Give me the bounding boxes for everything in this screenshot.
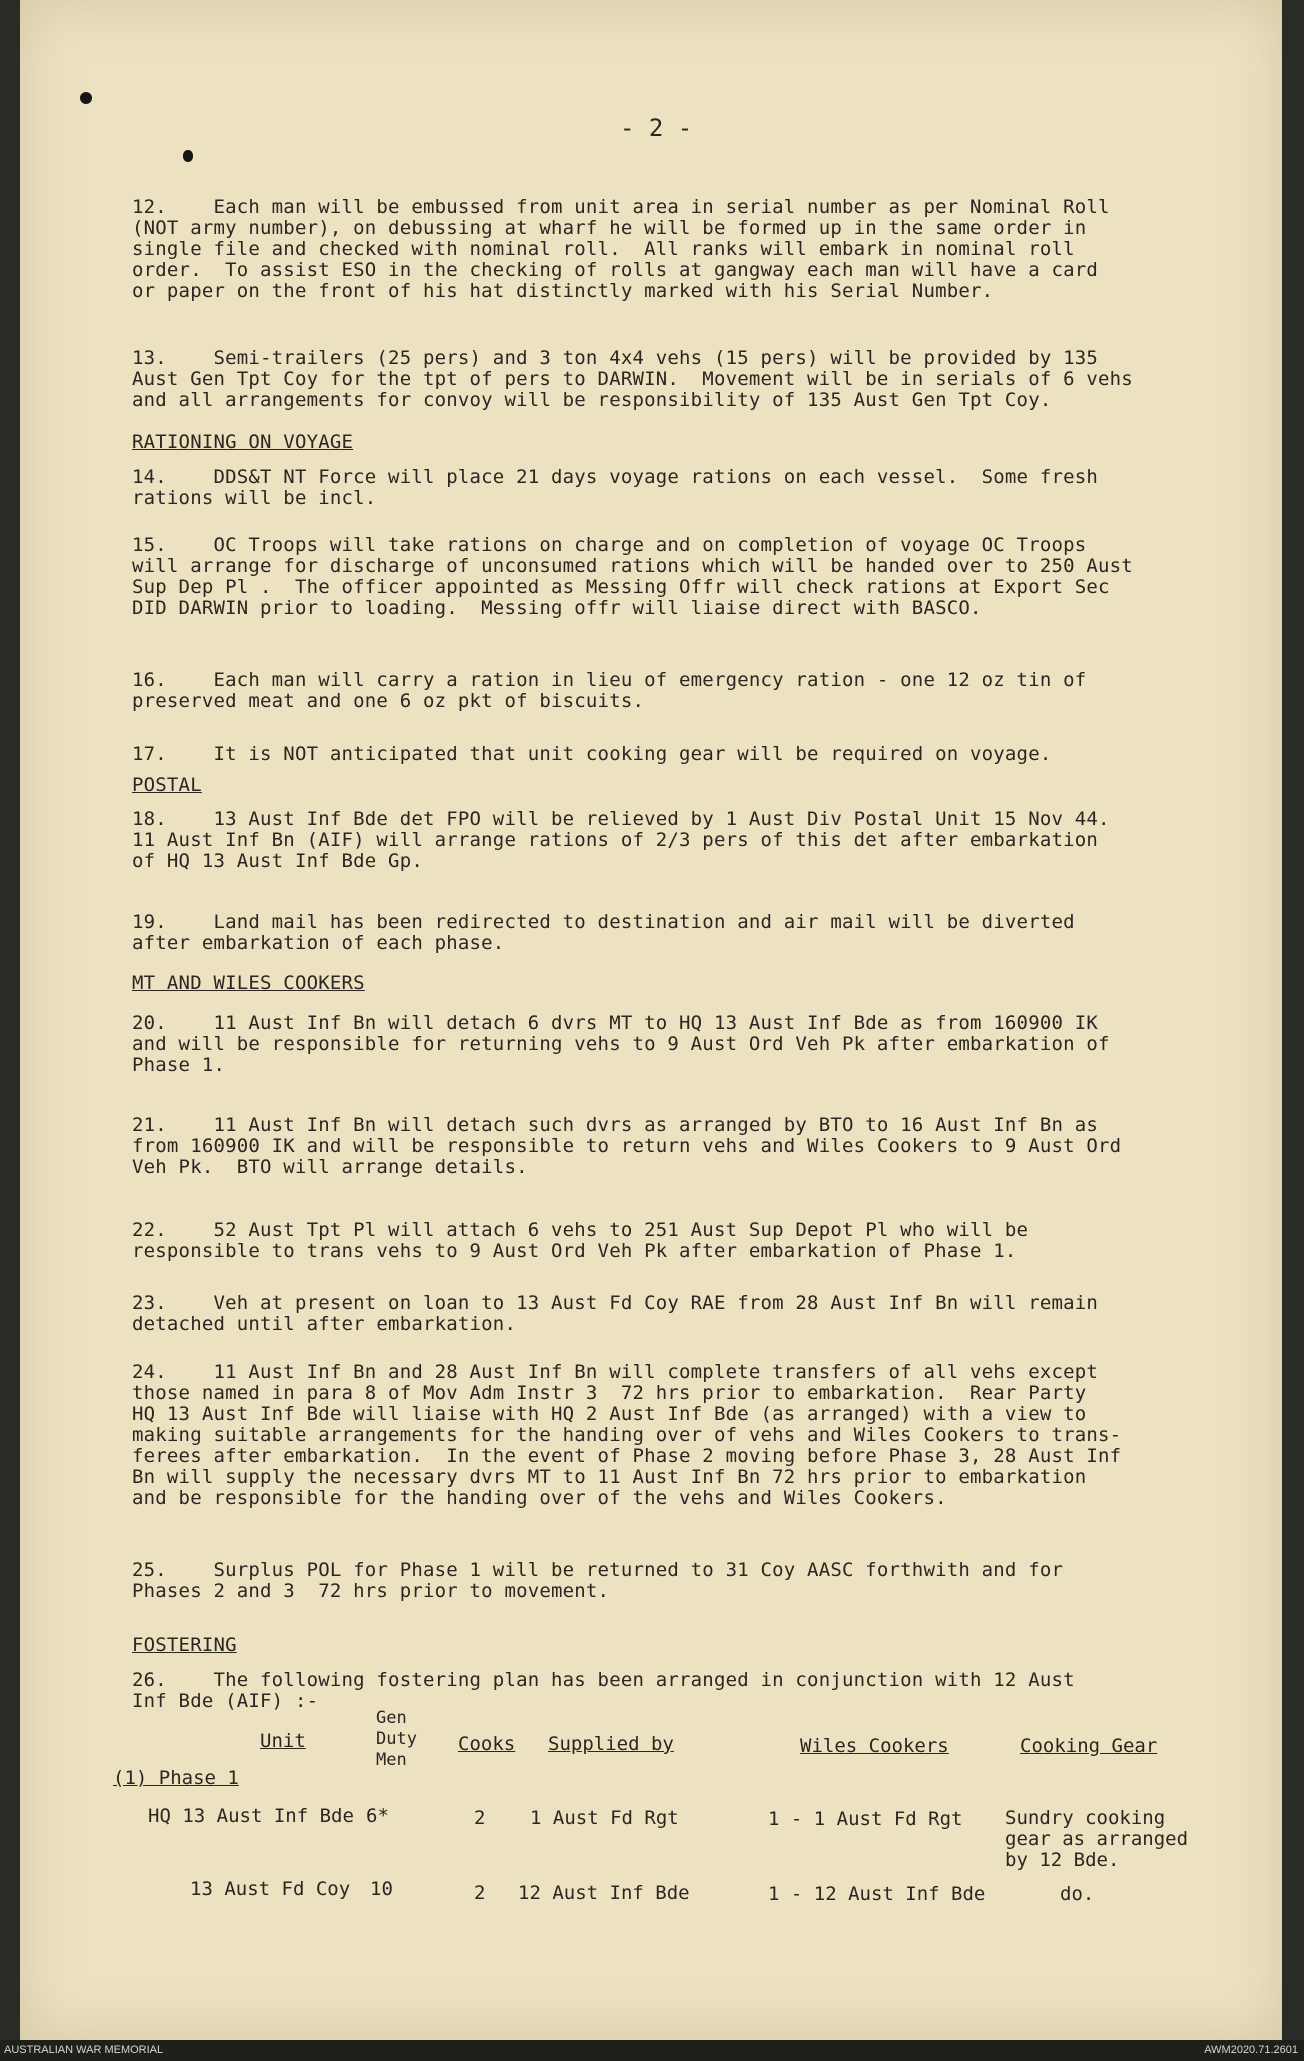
cell-cooking-gear: Sundry cooking gear as arranged by 12 Bde. [1005, 1807, 1189, 1871]
cell-men: 10 [370, 1878, 393, 1900]
column-header-cooking-gear: Cooking Gear [1020, 1735, 1158, 1757]
paragraph-15: 15. OC Troops will take rations on charge and on completion of voyage OC Troops will arrange for discharge of unconsumed rations which will be handed over to 250 Aust Sup Dep Pl . The officer appointed as Messing Offr will check rations at Export Sec DID DARWIN prior to loading. Messing offr will liaise direct with BASCO. [132, 534, 1133, 619]
heading-fostering: FOSTERING [132, 1634, 237, 1656]
paragraph-23: 23. Veh at present on loan to 13 Aust Fd Coy RAE from 28 Aust Inf Bn will remain detached until after embarkation. [132, 1292, 1099, 1335]
paragraph-18: 18. 13 Aust Inf Bde det FPO will be relieved by 1 Aust Div Postal Unit 15 Nov 44. 11 Aust Inf Bn (AIF) will arrange rations of 2/3 pers of this det after embarkation of HQ 13 Aust Inf Bde Gp. [132, 808, 1110, 872]
cell-men: 6* [366, 1805, 389, 1827]
heading-mt-and-wiles-cookers: MT AND WILES COOKERS [132, 972, 365, 994]
paragraph-25: 25. Surplus POL for Phase 1 will be returned to 31 Coy AASC forthwith and for Phases 2 and 3 72 hrs prior to movement. [132, 1559, 1064, 1602]
cell-supplied-by: 1 Aust Fd Rgt [530, 1807, 679, 1829]
cell-cooks: 2 [474, 1807, 486, 1829]
paragraph-26: 26. The following fostering plan has been arranged in conjunction with 12 Aust Inf Bde (AIF) :- [132, 1669, 1075, 1712]
column-header-gen-duty-men: Gen Duty Men [376, 1708, 417, 1770]
punch-hole [80, 92, 92, 104]
cell-unit: 13 Aust Fd Coy [190, 1878, 351, 1900]
cell-supplied-by: 12 Aust Inf Bde [518, 1882, 690, 1904]
archive-footer-bar [0, 2040, 1304, 2061]
column-header-supplied-by: Supplied by [548, 1733, 674, 1755]
paragraph-13: 13. Semi-trailers (25 pers) and 3 ton 4x4 vehs (15 pers) will be provided by 135 Aust Gen Tpt Coy for the tpt of pers to DARWIN. Movement will be in serials of 6 vehs and all arrangements for convoy will be responsibility of 135 Aust Gen Tpt Coy. [132, 347, 1133, 411]
heading-postal: POSTAL [132, 774, 202, 796]
column-header-wiles-cookers: Wiles Cookers [800, 1735, 949, 1757]
punch-hole [183, 150, 193, 162]
document-page [20, 0, 1282, 2040]
column-header-unit: Unit [260, 1730, 306, 1752]
paragraph-19: 19. Land mail has been redirected to destination and air mail will be diverted after embarkation of each phase. [132, 911, 1075, 954]
cell-wiles-cookers: 1 - 1 Aust Fd Rgt [768, 1808, 963, 1830]
cell-cooks: 2 [474, 1882, 486, 1904]
footer-catalogue-id: AWM2020.71.2601 [1204, 2044, 1298, 2056]
cell-wiles-cookers: 1 - 12 Aust Inf Bde [768, 1883, 986, 1905]
paragraph-14: 14. DDS&T NT Force will place 21 days voyage rations on each vessel. Some fresh rations will be incl. [132, 466, 1099, 509]
page-number: - 2 - [620, 114, 693, 142]
phase-label: (1) Phase 1 [113, 1767, 239, 1789]
paragraph-17: 17. It is NOT anticipated that unit cooking gear will be required on voyage. [132, 743, 1052, 765]
paragraph-20: 20. 11 Aust Inf Bn will detach 6 dvrs MT to HQ 13 Aust Inf Bde as from 160900 IK and will be responsible for returning vehs to 9 Aust Ord Veh Pk after embarkation of Phase 1. [132, 1012, 1110, 1076]
column-header-cooks: Cooks [458, 1733, 516, 1755]
paragraph-21: 21. 11 Aust Inf Bn will detach such dvrs as arranged by BTO to 16 Aust Inf Bn as from 160900 IK and will be responsible to return vehs and Wiles Cookers to 9 Aust Ord Veh Pk. BTO will arrange details. [132, 1114, 1122, 1178]
cell-unit: HQ 13 Aust Inf Bde [148, 1805, 354, 1827]
footer-institution: AUSTRALIAN WAR MEMORIAL [4, 2044, 164, 2056]
paragraph-16: 16. Each man will carry a ration in lieu of emergency ration - one 12 oz tin of preserved meat and one 6 oz pkt of biscuits. [132, 669, 1087, 712]
paragraph-22: 22. 52 Aust Tpt Pl will attach 6 vehs to 251 Aust Sup Depot Pl who will be responsible to trans vehs to 9 Aust Ord Veh Pk after embarkation of Phase 1. [132, 1219, 1029, 1262]
cell-cooking-gear: do. [1060, 1883, 1095, 1905]
paragraph-24: 24. 11 Aust Inf Bn and 28 Aust Inf Bn will complete transfers of all vehs except those named in para 8 of Mov Adm Instr 3 72 hrs prior to embarkation. Rear Party HQ 13 Aust Inf Bde will liaise with HQ 2 Aust Inf Bde (as arranged) with a view to making suitable arrangements for the handing over of vehs and Wiles Cookers to trans- ferees after embarkation. In the event of Phase 2 moving before Phase 3, 28 Aust Inf Bn will supply the necessary dvrs MT to 11 Aust Inf Bn 72 hrs prior to embarkation and be responsible for the handing over of the vehs and Wiles Cookers. [132, 1361, 1122, 1509]
heading-rationing-on-voyage: RATIONING ON VOYAGE [132, 431, 354, 453]
paragraph-12: 12. Each man will be embussed from unit area in serial number as per Nominal Roll (NOT army number), on debussing at wharf he will be formed up in the same order in single file and checked with nominal roll. All ranks will embark in nominal roll order. To assist ESO in the checking of rolls at gangway each man will have a card or paper on the front of his hat distinctly marked with his Serial Number. [132, 196, 1110, 302]
